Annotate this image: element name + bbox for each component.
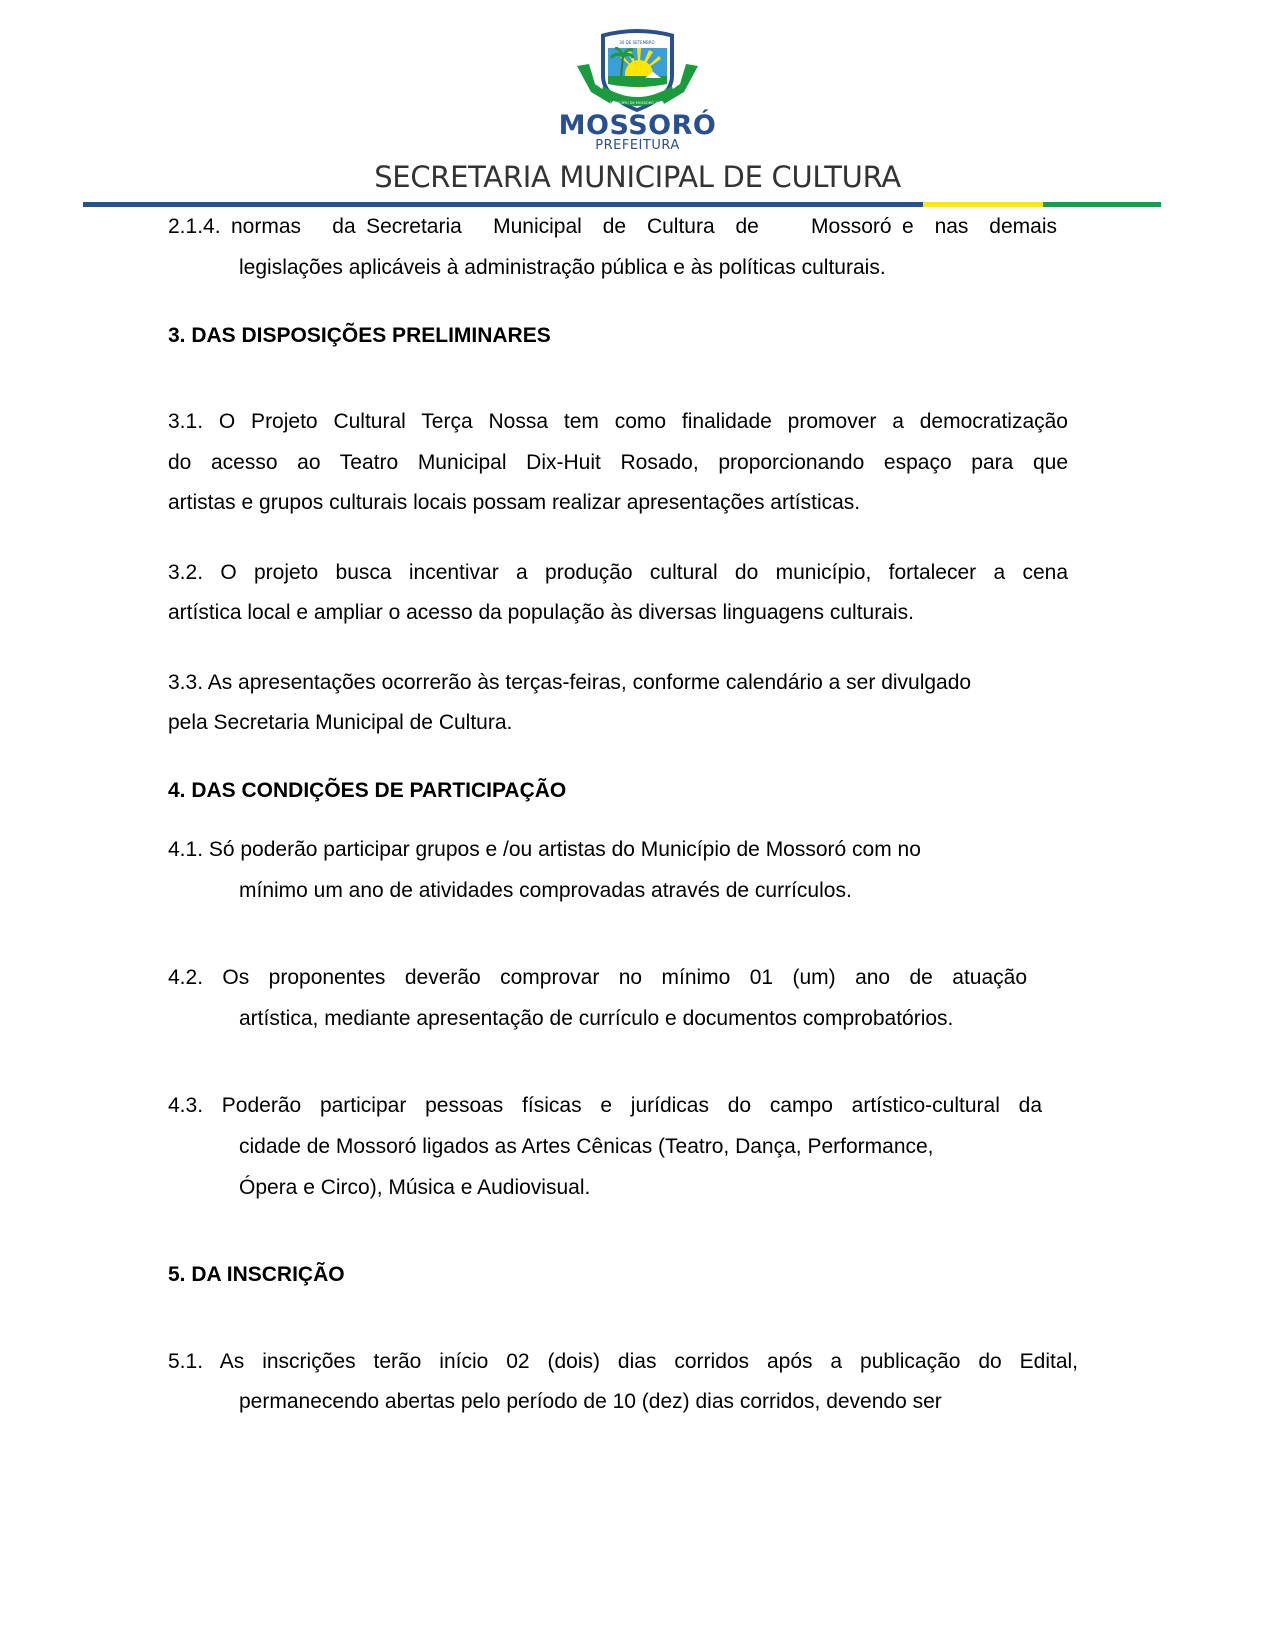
section-heading: 5. DA INSCRIÇÃO bbox=[168, 1263, 345, 1286]
paragraph-line: permanecendo abertas pelo período de 10 (dez) dias corridos, devendo ser bbox=[239, 1390, 942, 1413]
svg-text:30 DE SETEMBRO: 30 DE SETEMBRO bbox=[619, 40, 655, 45]
paragraph-line: 3.3. As apresentações ocorrerão às terças-feiras, conforme calendário a ser divulgado bbox=[168, 671, 972, 694]
paragraph-line: artistas e grupos culturais locais possam realizar apresentações artísticas. bbox=[168, 491, 861, 514]
paragraph-line: 3.1. O Projeto Cultural Terça Nossa tem como finalidade promover a democratização bbox=[168, 410, 1068, 433]
section-heading: 3. DAS DISPOSIÇÕES PRELIMINARES bbox=[168, 324, 551, 347]
paragraph-line: artística local e ampliar o acesso da população às diversas linguagens culturais. bbox=[168, 601, 914, 624]
header-stripe-blue bbox=[83, 202, 923, 207]
municipal-coat-of-arms-icon bbox=[575, 26, 700, 118]
paragraph-line: 2.1.4. normas da Secretaria Municipal de Cultura de Mossoró e nas demais bbox=[168, 215, 1057, 238]
paragraph-line: 4.3. Poderão participar pessoas físicas e jurídicas do campo artístico-cultural da bbox=[168, 1094, 1042, 1117]
paragraph-line: do acesso ao Teatro Municipal Dix-Huit Rosado, proporcionando espaço para que bbox=[168, 451, 1068, 474]
paragraph-line: 3.2. O projeto busca incentivar a produção cultural do município, fortalecer a cena bbox=[168, 561, 1068, 584]
paragraph-line: pela Secretaria Municipal de Cultura. bbox=[168, 711, 513, 734]
section-heading: 4. DAS CONDIÇÕES DE PARTICIPAÇÃO bbox=[168, 779, 567, 802]
paragraph-line: artística, mediante apresentação de currículo e documentos comprobatórios. bbox=[239, 1007, 954, 1030]
paragraph-line: cidade de Mossoró ligados as Artes Cênicas (Teatro, Dança, Performance, bbox=[239, 1135, 934, 1158]
header-stripe-yellow bbox=[923, 202, 1043, 207]
brand-name: MOSSORÓ bbox=[558, 110, 717, 141]
department-title: SECRETARIA MUNICIPAL DE CULTURA bbox=[374, 160, 901, 194]
brand-subtitle: PREFEITURA bbox=[595, 138, 680, 153]
svg-text:MUNICÍPIO DE MOSSORÓ 1852: MUNICÍPIO DE MOSSORÓ 1852 bbox=[610, 101, 664, 105]
paragraph-line: 4.2. Os proponentes deverão comprovar no mínimo 01 (um) ano de atuação bbox=[168, 966, 1027, 989]
paragraph-line: Ópera e Circo), Música e Audiovisual. bbox=[239, 1176, 591, 1199]
paragraph-line: 4.1. Só poderão participar grupos e /ou artistas do Município de Mossoró com no bbox=[168, 838, 921, 861]
paragraph-line: 5.1. As inscrições terão início 02 (dois) dias corridos após a publicação do Edital, bbox=[168, 1350, 1078, 1373]
paragraph-line: legislações aplicáveis à administração pública e às políticas culturais. bbox=[239, 256, 886, 279]
paragraph-line: mínimo um ano de atividades comprovadas através de currículos. bbox=[239, 879, 852, 902]
header-stripe-green bbox=[1043, 202, 1161, 207]
